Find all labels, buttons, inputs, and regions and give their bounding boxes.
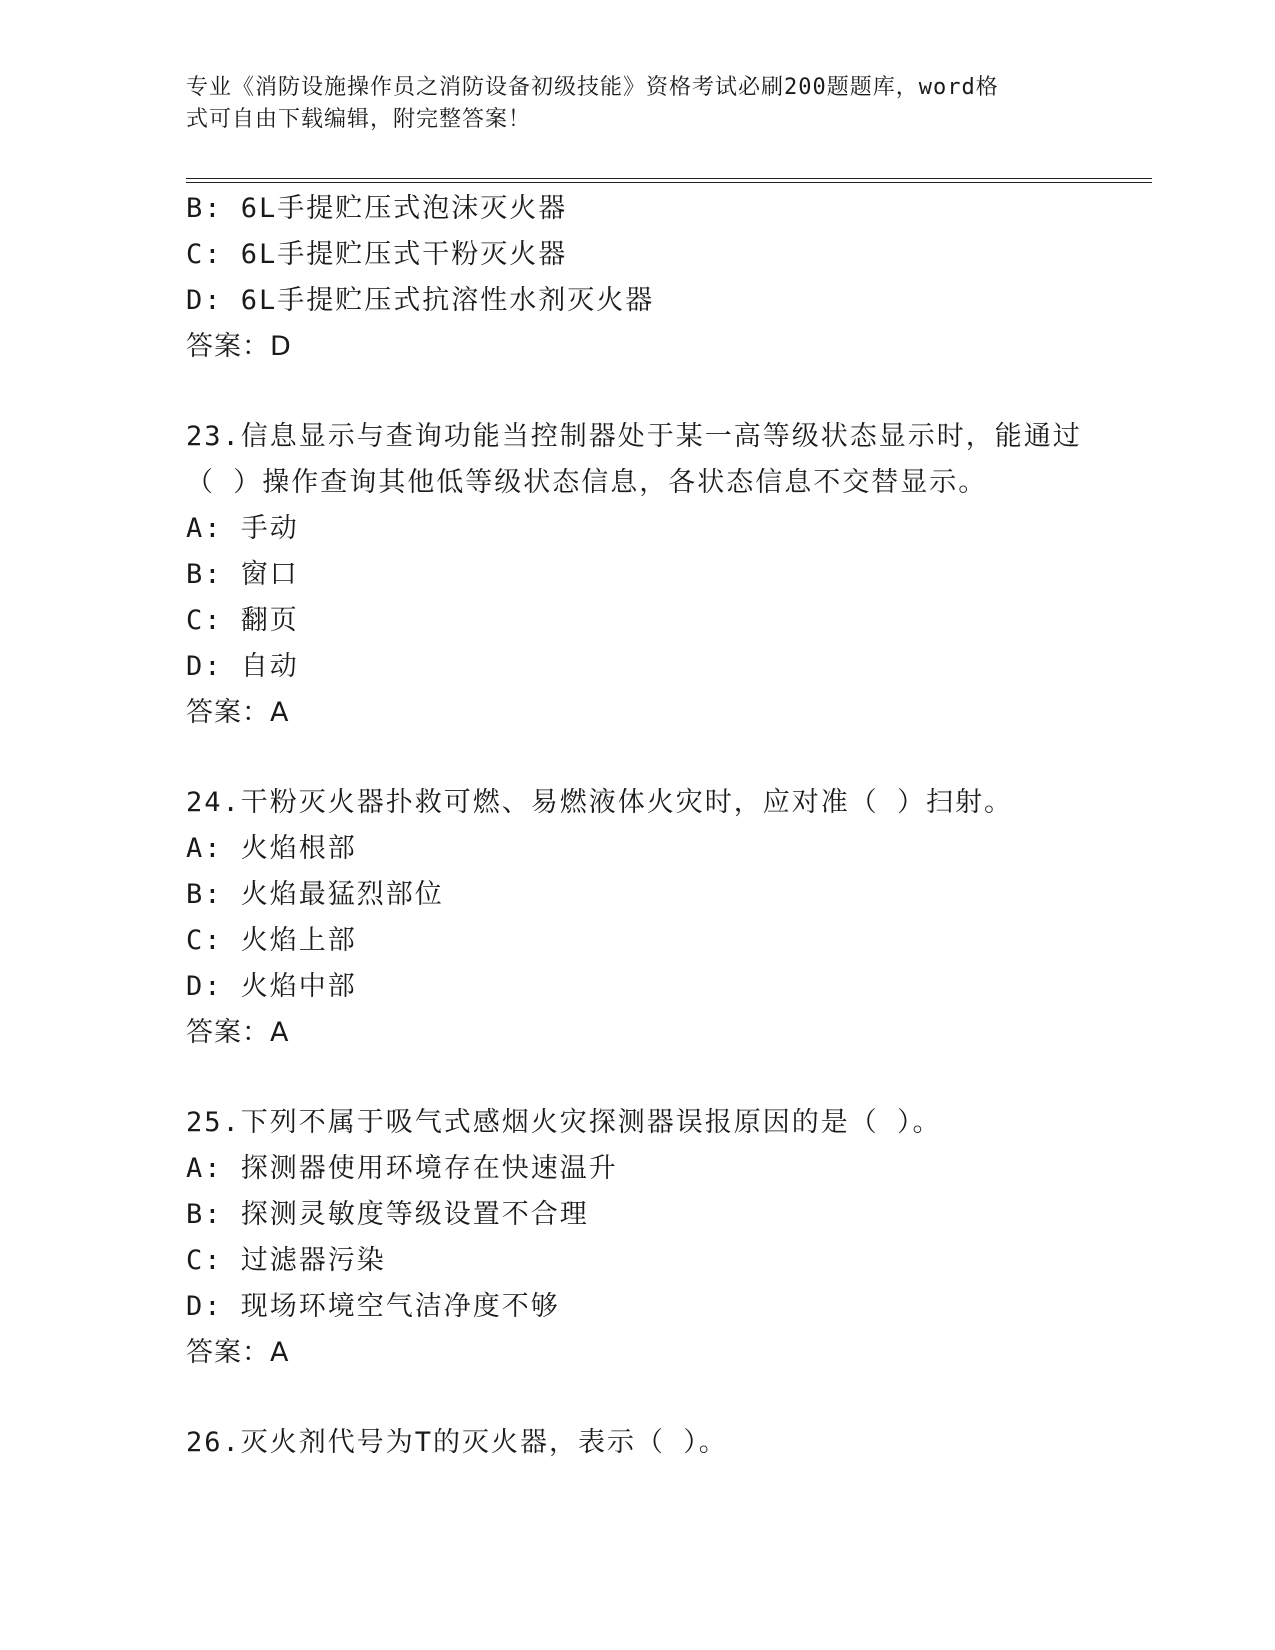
- option-d: D: 6L手提贮压式抗溶性水剂灭火器: [186, 285, 655, 316]
- option-b: B: 火焰最猛烈部位: [186, 879, 444, 910]
- header-divider-bottom: [186, 182, 1152, 183]
- header-divider-top: [186, 178, 1152, 179]
- question-text: （ ）操作查询其他低等级状态信息，各状态信息不交替显示。: [186, 467, 988, 498]
- document-header: [186, 72, 1066, 136]
- question-text: 26.灭火剂代号为T的灭火器，表示（ ）。: [186, 1427, 728, 1458]
- option-a: A: 探测器使用环境存在快速温升: [186, 1153, 618, 1184]
- question-text: 25.下列不属于吸气式感烟火灾探测器误报原因的是（ ）。: [186, 1107, 942, 1138]
- option-c: C: 过滤器污染: [186, 1245, 386, 1276]
- option-b: B: 窗口: [186, 559, 299, 590]
- answer: 答案：A: [186, 1017, 290, 1048]
- option-b: B: 6L手提贮压式泡沫灭火器: [186, 193, 568, 224]
- header-line-1: 专业《消防设施操作员之消防设备初级技能》资格考试必刷200题题库，word格: [186, 75, 999, 100]
- option-d: D: 火焰中部: [186, 971, 357, 1002]
- answer: 答案：D: [186, 331, 292, 362]
- header-line-2: 式可自由下载编辑，附完整答案！: [186, 107, 532, 132]
- question-text: 24.干粉灭火器扑救可燃、易燃液体火灾时，应对准（ ）扫射。: [186, 787, 1014, 818]
- question-text: 23.信息显示与查询功能当控制器处于某一高等级状态显示时，能通过: [186, 421, 1082, 452]
- option-a: A: 手动: [186, 513, 299, 544]
- option-a: A: 火焰根部: [186, 833, 357, 864]
- prev-question: [186, 186, 1086, 370]
- answer: 答案：A: [186, 1337, 290, 1368]
- question-25: [186, 1100, 1086, 1376]
- option-c: C: 火焰上部: [186, 925, 357, 956]
- option-d: D: 自动: [186, 651, 299, 682]
- option-c: C: 6L手提贮压式干粉灭火器: [186, 239, 568, 270]
- question-23: [186, 414, 1086, 736]
- option-c: C: 翻页: [186, 605, 299, 636]
- question-26: [186, 1420, 1086, 1466]
- question-content: [186, 186, 1086, 1466]
- option-d: D: 现场环境空气洁净度不够: [186, 1291, 560, 1322]
- answer: 答案：A: [186, 697, 290, 728]
- question-24: [186, 780, 1086, 1056]
- option-b: B: 探测灵敏度等级设置不合理: [186, 1199, 589, 1230]
